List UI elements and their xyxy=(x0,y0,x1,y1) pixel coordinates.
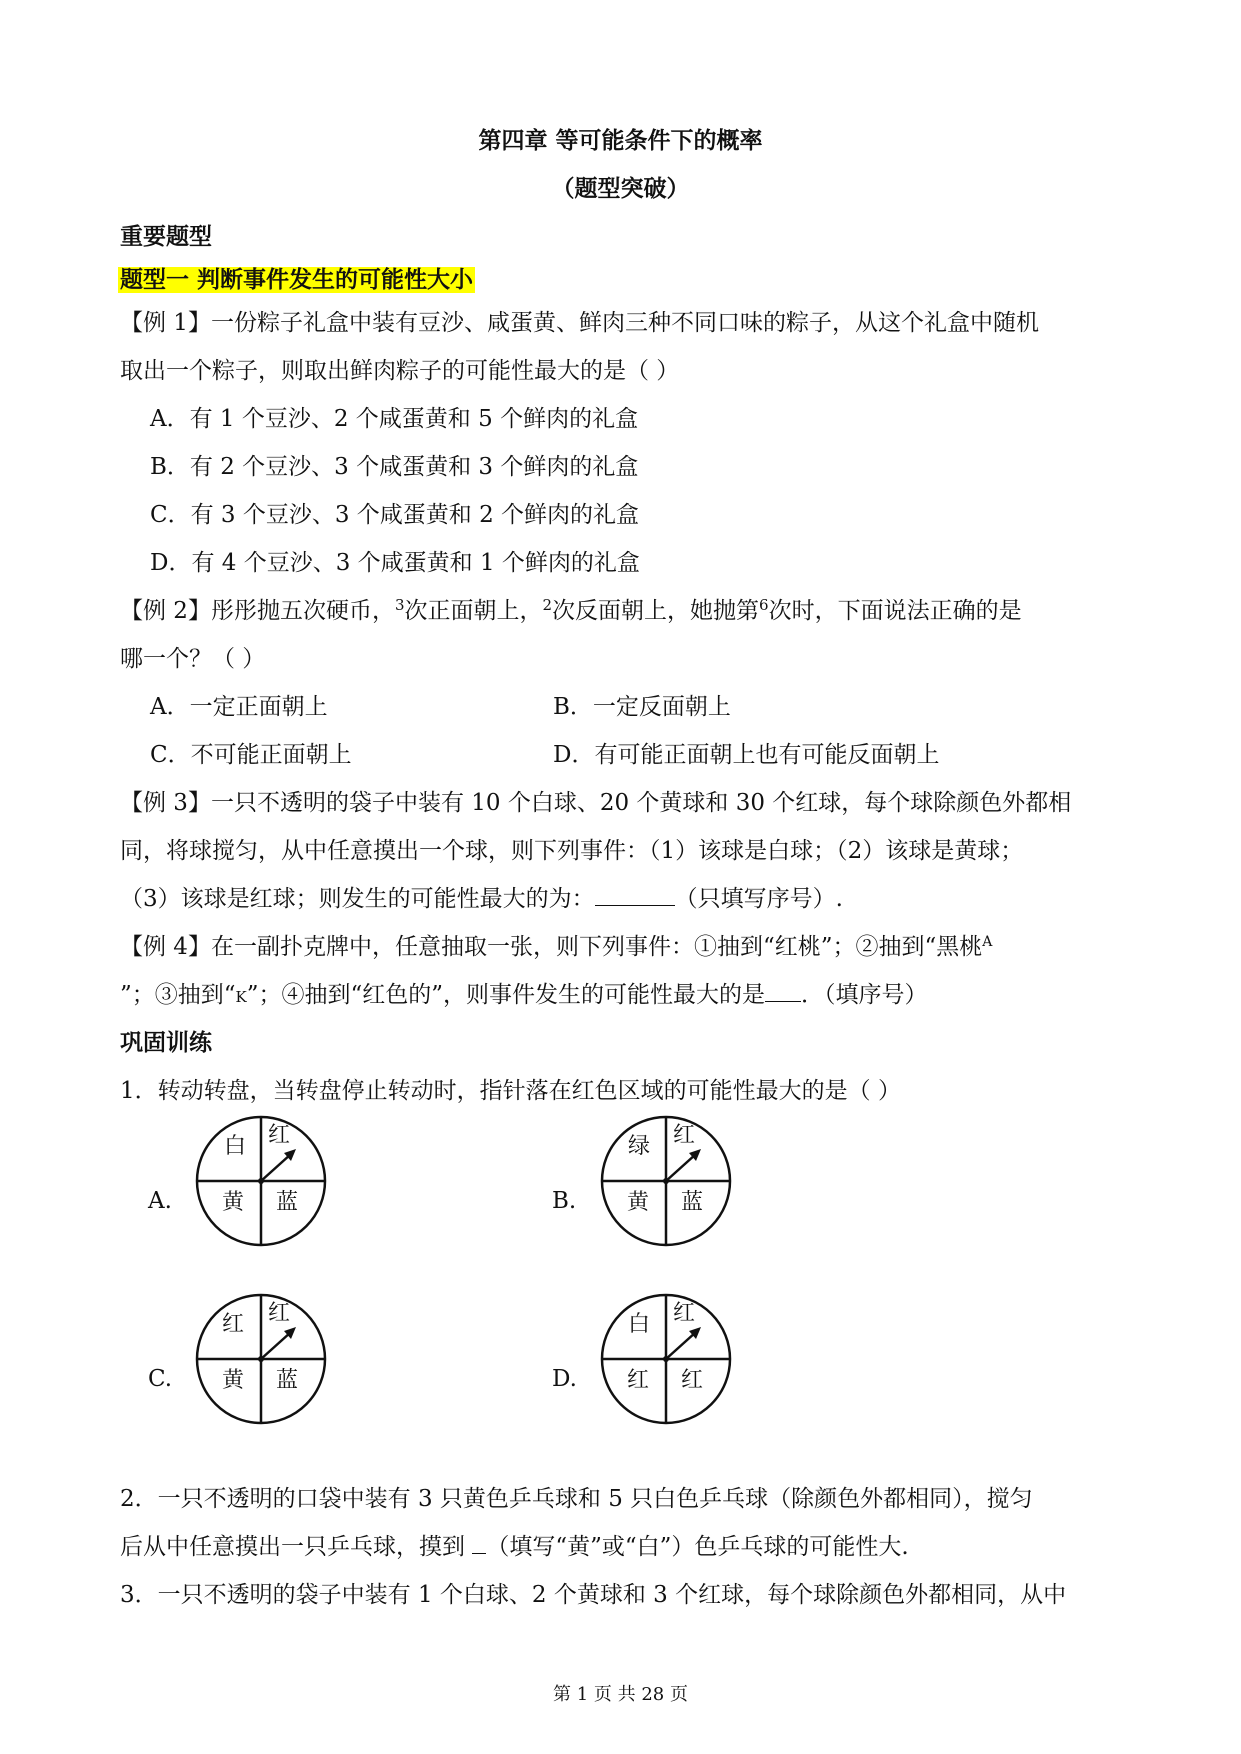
example-4-line-1 xyxy=(120,928,992,961)
wheel-a-bottom-left: 黄 xyxy=(222,1190,245,1215)
example-4-line-2-tail: ．（填序号） xyxy=(801,982,928,1008)
chapter-subtitle: （题型突破） xyxy=(551,176,690,202)
example-2-number-6: 6 xyxy=(759,596,769,614)
example-2-line-1 xyxy=(120,592,1022,625)
example-3-line-3 xyxy=(120,880,843,913)
pointer-arrow-a xyxy=(261,1154,291,1181)
example-2-option-d: D．有可能正面朝上也有可能反面朝上 xyxy=(553,742,940,768)
spinner-wheel-b xyxy=(593,1108,739,1254)
example-4-line-2 xyxy=(120,976,928,1009)
wheel-c-top-left: 红 xyxy=(222,1312,245,1337)
pointer-arrow-d xyxy=(666,1332,696,1359)
example-2-number-2: 2 xyxy=(542,596,553,614)
example-4-letter-a: A xyxy=(982,934,993,950)
example-1-option-c: C．有 3 个豆沙、3 个咸蛋黄和 2 个鲜肉的礼盒 xyxy=(150,502,640,528)
example-4-line-2-text-b: ”；④抽到“红色的”，则事件发生的可能性最大的是 xyxy=(246,982,766,1008)
wheel-b-bottom-right: 蓝 xyxy=(681,1190,704,1215)
example-2-text-c: 次反面朝上，她抛第 xyxy=(552,598,760,624)
example-3-line-2: 同，将球搅匀，从中任意摸出一个球，则下列事件：（1）该球是白球；（2）该球是黄球； xyxy=(120,838,1024,864)
wheel-c-letter: C. xyxy=(148,1366,173,1392)
type-heading xyxy=(118,261,475,294)
wheel-a-letter: A. xyxy=(148,1188,172,1214)
wheel-c-bottom-right: 蓝 xyxy=(276,1368,299,1393)
pointer-arrow-b xyxy=(666,1154,696,1181)
example-3-line-3-text: （3）该球是红球；则发生的可能性最大的为： xyxy=(120,886,595,912)
wheel-a-bottom-right: 蓝 xyxy=(276,1190,299,1215)
example-2-text-a: 【例 2】彤彤抛五次硬币， xyxy=(120,598,395,624)
wheel-b-bottom-left: 黄 xyxy=(627,1190,650,1215)
example-1-option-d: D．有 4 个豆沙、3 个咸蛋黄和 1 个鲜肉的礼盒 xyxy=(150,550,640,576)
section-heading-practice: 巩固训练 xyxy=(120,1030,212,1056)
example-2-option-a: A．一定正面朝上 xyxy=(150,694,328,720)
spinner-wheel-c xyxy=(188,1286,334,1432)
question-2-answer-blank xyxy=(472,1535,486,1554)
example-2-option-b: B．一定反面朝上 xyxy=(553,694,731,720)
example-1-line-2: 取出一个粽子，则取出鲜肉粽子的可能性最大的是（ ） xyxy=(120,358,680,384)
example-2-line-2: 哪一个？（ ） xyxy=(120,646,266,672)
wheel-c-bottom-left: 黄 xyxy=(222,1368,245,1393)
wheel-c-top-right: 红 xyxy=(268,1301,291,1326)
example-3-line-1: 【例 3】一只不透明的袋子中装有 10 个白球、20 个黄球和 30 个红球，每个球除颜色外都相 xyxy=(120,790,1072,816)
example-1-option-b: B．有 2 个豆沙、3 个咸蛋黄和 3 个鲜肉的礼盒 xyxy=(150,454,639,480)
example-1-option-a: A．有 1 个豆沙、2 个咸蛋黄和 5 个鲜肉的礼盒 xyxy=(150,406,639,432)
question-2-line-1: 2．一只不透明的口袋中装有 3 只黄色乒乓球和 5 只白色乒乓球（除颜色外都相同），搅匀 xyxy=(120,1486,1033,1512)
pointer-arrow-c xyxy=(261,1332,291,1359)
wheel-d-top-left: 白 xyxy=(628,1312,651,1337)
wheel-d-bottom-right: 红 xyxy=(681,1368,704,1393)
wheel-d-letter: D. xyxy=(552,1366,577,1392)
example-4-letter-k: K xyxy=(235,988,247,1006)
example-1-line-1: 【例 1】一份粽子礼盒中装有豆沙、咸蛋黄、鲜肉三种不同口味的粽子，从这个礼盒中随机 xyxy=(120,310,1039,336)
spinner-wheel-d xyxy=(593,1286,739,1432)
page-footer: 第 1 页 共 28 页 xyxy=(553,1684,688,1705)
example-3-answer-blank xyxy=(595,887,675,906)
wheel-b-letter: B. xyxy=(552,1188,577,1214)
example-2-text-b: 次正面朝上， xyxy=(404,598,543,624)
question-1-stem: 1．转动转盘，当转盘停止转动时，指针落在红色区域的可能性最大的是（ ） xyxy=(120,1078,901,1104)
question-3-line-1: 3．一只不透明的袋子中装有 1 个白球、2 个黄球和 3 个红球，每个球除颜色外都相同，从中 xyxy=(120,1582,1067,1608)
wheel-a-top-right: 红 xyxy=(268,1123,291,1148)
wheel-b-top-right: 红 xyxy=(673,1123,696,1148)
example-2-number-3: 3 xyxy=(394,596,405,614)
spinner-wheel-a xyxy=(188,1108,334,1254)
wheel-d-bottom-left: 红 xyxy=(627,1368,650,1393)
question-2-line-2 xyxy=(120,1528,909,1561)
wheel-b-top-left: 绿 xyxy=(628,1134,651,1159)
example-2-text-d: 次时，下面说法正确的是 xyxy=(768,598,1022,624)
section-heading-main: 重要题型 xyxy=(120,224,212,250)
example-3-line-3-tail: （只填写序号）. xyxy=(674,886,843,912)
wheel-d-top-right: 红 xyxy=(673,1301,696,1326)
example-4-line-1-text: 【例 4】在一副扑克牌中，任意抽取一张，则下列事件：①抽到“红桃”；②抽到“黑桃 xyxy=(120,934,983,960)
chapter-title: 第四章 等可能条件下的概率 xyxy=(478,128,763,154)
type-heading-text: 题型一 判断事件发生的可能性大小 xyxy=(120,267,474,293)
question-2-line-2-tail: （填写“黄”或“白”）色乒乓球的可能性大. xyxy=(486,1534,909,1560)
example-4-answer-blank xyxy=(765,983,801,1002)
question-2-line-2-text: 后从中任意摸出一只乒乓球，摸到 xyxy=(120,1534,473,1560)
wheel-a-top-left: 白 xyxy=(224,1134,247,1159)
example-4-line-2-text-a: ”；③抽到“ xyxy=(120,982,236,1008)
example-2-option-c: C．不可能正面朝上 xyxy=(150,742,352,768)
